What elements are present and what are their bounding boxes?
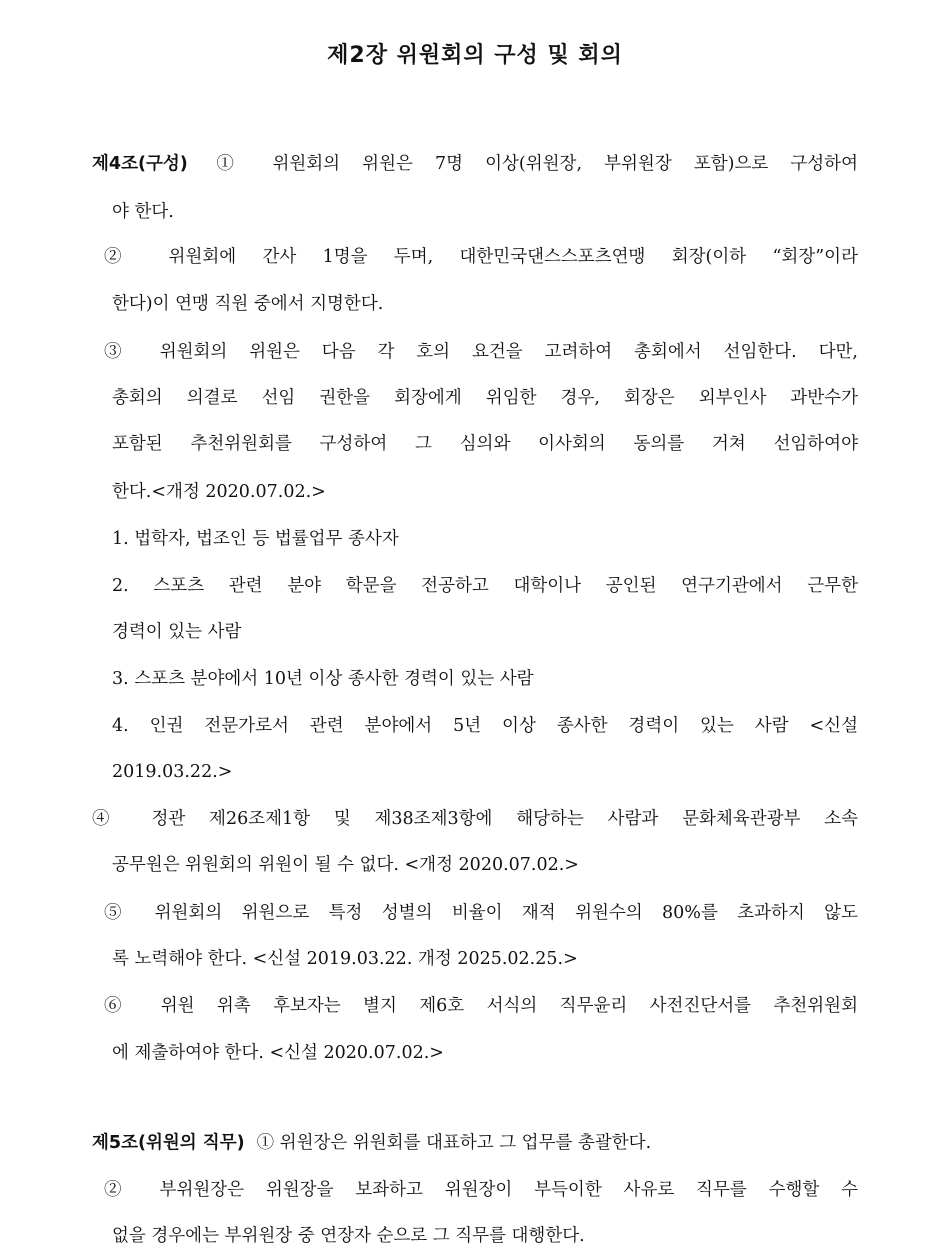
article-4-clause-3-line-3: 포함된 추천위원회를 구성하여 그 심의와 이사회의 동의를 거쳐 선임하여야 (112, 434, 858, 454)
article-4-clause-2-line-1: ② 위원회에 간사 1명을 두며, 대한민국댄스스포츠연맹 회장(이하 “회장”이라 (104, 247, 858, 267)
article-4-item-3: 3. 스포츠 분야에서 10년 이상 종사한 경력이 있는 사람 (112, 669, 534, 689)
article-4-clause-5-line-1: ⑤ 위원회의 위원으로 특정 성별의 비율이 재적 위원수의 80%를 초과하지 않도 (104, 903, 858, 923)
article-4-item-4-line-1: 4. 인권 전문가로서 관련 분야에서 5년 이상 종사한 경력이 있는 사람 <신설 (112, 716, 858, 736)
article-5-text: ① 위원장은 위원회를 대표하고 그 업무를 총괄한다. (256, 1133, 652, 1153)
article-4-clause-3-line-1: ③ 위원회의 위원은 다음 각 호의 요건을 고려하여 총회에서 선임한다. 다만, (104, 342, 858, 362)
article-4-item-2-line-2: 경력이 있는 사람 (112, 622, 242, 642)
article-4-clause-4-line-2: 공무원은 위원회의 위원이 될 수 없다. <개정 2020.07.02.> (112, 855, 579, 875)
article-4-clause-2-line-2: 한다)이 연맹 직원 중에서 지명한다. (112, 294, 384, 314)
article-4-clause-5-line-2: 록 노력해야 한다. <신설 2019.03.22. 개정 2025.02.25.> (112, 949, 578, 969)
article-4-clause-3-line-2: 총회의 의결로 선임 권한을 회장에게 위임한 경우, 회장은 외부인사 과반수가 (112, 388, 858, 408)
article-4-item-2-line-1: 2. 스포츠 관련 분야 학문을 전공하고 대학이나 공인된 연구기관에서 근무한 (112, 576, 858, 596)
chapter-title: 제2장 위원회의 구성 및 회의 (327, 43, 623, 68)
article-5-clause-2-line-2: 없을 경우에는 부위원장 중 연장자 순으로 그 직무를 대행한다. (112, 1226, 585, 1246)
article-4-clause-6-line-1: ⑥ 위원 위촉 후보자는 별지 제6호 서식의 직무윤리 사전진단서를 추천위원회 (104, 996, 858, 1016)
article-4-text: ① 위원회의 위원은 7명 이상(위원장, 부위원장 포함)으로 구성하여 (199, 154, 858, 174)
article-4-clause-4-line-1: ④ 정관 제26조제1항 및 제38조제3항에 해당하는 사람과 문화체육관광부 소속 (92, 809, 858, 829)
article-4-clause-6-line-2: 에 제출하여야 한다. <신설 2020.07.02.> (112, 1043, 444, 1063)
article-4-line-1 (92, 152, 858, 176)
article-5-heading: 제5조(위원의 직무) (92, 1133, 245, 1153)
article-4-item-1: 1. 법학자, 법조인 등 법률업무 종사자 (112, 529, 399, 549)
article-4-clause-3-line-4: 한다.<개정 2020.07.02.> (112, 482, 326, 502)
article-4-line-2: 야 한다. (112, 202, 174, 222)
article-4-heading: 제4조(구성) (92, 154, 188, 174)
article-4-item-4-line-2: 2019.03.22.> (112, 762, 233, 782)
article-5-clause-2-line-1: ② 부위원장은 위원장을 보좌하고 위원장이 부득이한 사유로 직무를 수행할 수 (104, 1180, 858, 1200)
article-5-line-1 (92, 1131, 651, 1155)
